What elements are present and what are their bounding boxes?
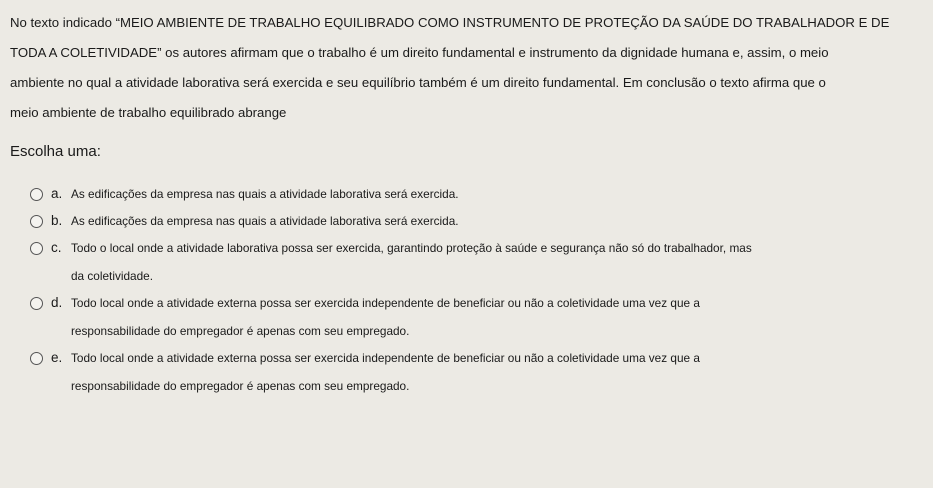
option-a[interactable] [30,186,925,202]
option-text-line: As edificações da empresa nas quais a atividade laborativa será exercida. [71,187,459,201]
radio-button-c[interactable] [30,242,43,255]
option-letter: a. [51,186,63,201]
question-text [10,8,933,128]
radio-button-d[interactable] [30,297,43,310]
option-b[interactable] [30,213,925,229]
option-text-line: da coletividade. [71,269,153,283]
answer-options [30,186,925,405]
question-line: meio ambiente de trabalho equilibrado abrange [10,105,287,120]
question-line: No texto indicado “MEIO AMBIENTE DE TRABALHO EQUILIBRADO COMO INSTRUMENTO DE PROTEÇÃO DA SAÚDE DO TRABALHADOR E DE [10,15,890,30]
option-text-line: Todo local onde a atividade externa possa ser exercida independente de beneficiar ou não a coletividade uma vez que a [71,296,700,310]
option-text-line: Todo o local onde a atividade laborativa possa ser exercida, garantindo proteção à saúde e segurança não só do trabalhador, mas [71,241,752,255]
option-letter: e. [51,350,63,365]
question-line: ambiente no qual a atividade laborativa será exercida e seu equilíbrio também é um direito fundamental. Em conclusão o texto afirma que o [10,75,826,90]
choose-one-label: Escolha uma: [10,143,101,160]
option-text [71,186,459,202]
option-text [71,240,752,284]
option-text [71,350,700,394]
option-d[interactable] [30,295,925,339]
option-letter: b. [51,213,63,228]
option-text-line: responsabilidade do empregador é apenas com seu empregado. [71,324,410,338]
radio-button-b[interactable] [30,215,43,228]
option-text-line: responsabilidade do empregador é apenas com seu empregado. [71,379,410,393]
question-line: TODA A COLETIVIDADE” os autores afirmam que o trabalho é um direito fundamental e instrumento da dignidade humana e, assim, o meio [10,45,829,60]
option-text [71,213,459,229]
radio-button-a[interactable] [30,188,43,201]
option-text-line: As edificações da empresa nas quais a atividade laborativa será exercida. [71,214,459,228]
option-letter: c. [51,240,62,255]
option-c[interactable] [30,240,925,284]
radio-button-e[interactable] [30,352,43,365]
option-letter: d. [51,295,63,310]
option-e[interactable] [30,350,925,394]
option-text-line: Todo local onde a atividade externa possa ser exercida independente de beneficiar ou não a coletividade uma vez que a [71,351,700,365]
option-text [71,295,700,339]
